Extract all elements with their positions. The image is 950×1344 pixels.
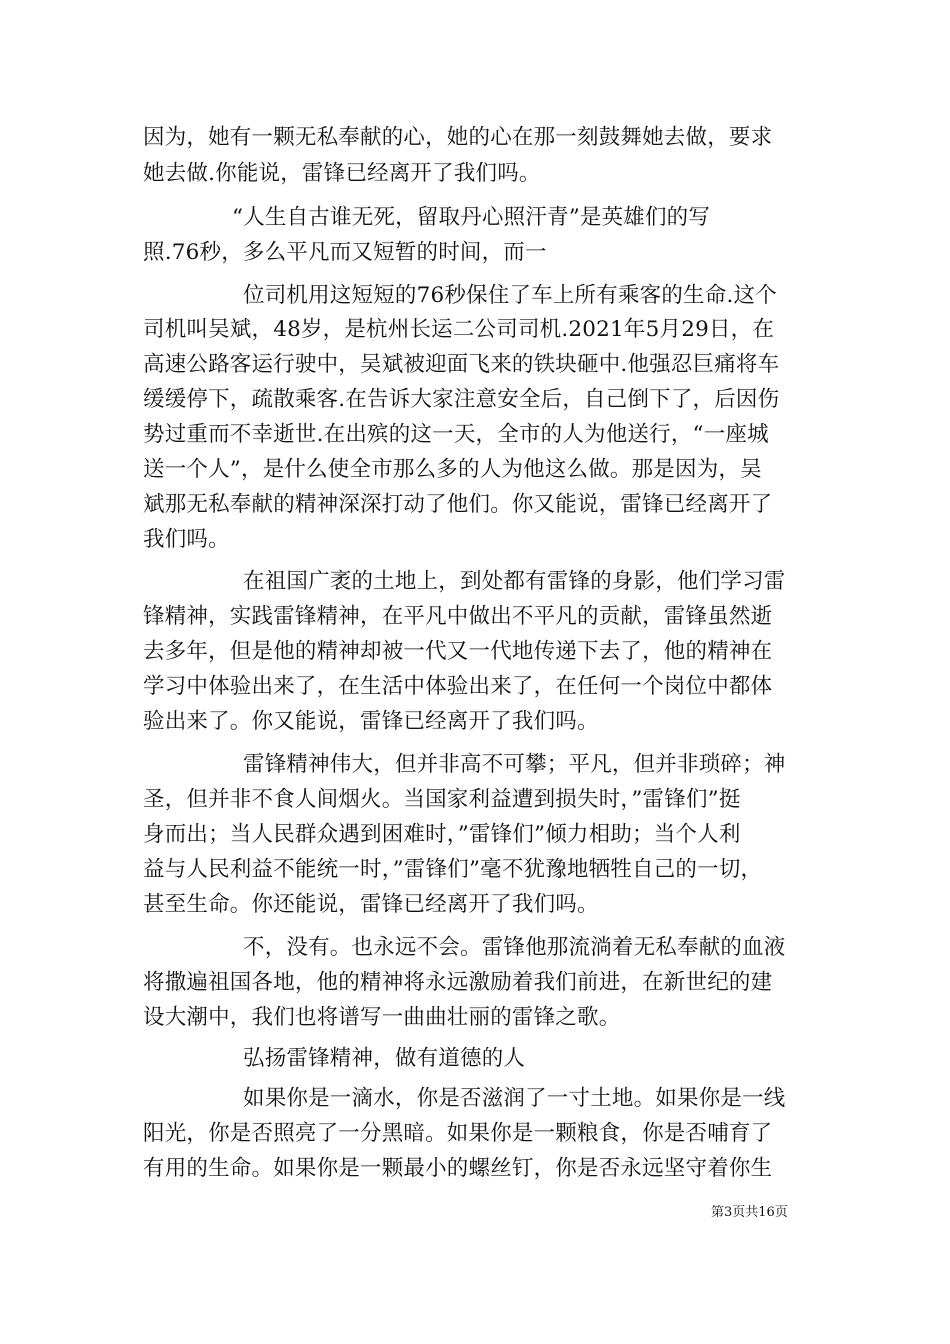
text-line: 斌那无私奉献的精神深深打动了他们。你又能说，雷锋已经离开了 — [143, 492, 773, 517]
text-line: 益与人民利益不能统一时，”雷锋们”毫不犹豫地牺牲自己的一切， — [143, 857, 763, 882]
text-line: 验出来了。你又能说，雷锋已经离开了我们吗。 — [143, 709, 599, 734]
text-line: 雷锋精神伟大，但并非高不可攀；平凡，但并非琐碎；神 — [243, 752, 786, 777]
text-line: 学习中体验出来了，在生活中体验出来了，在任何一个岗位中都体 — [143, 674, 773, 699]
text-line: 甚至生命。你还能说，雷锋已经离开了我们吗。 — [143, 892, 599, 917]
text-line: 阳光，你是否照亮了一分黑暗。如果你是一颗粮食，你是否哺育了 — [143, 1121, 773, 1146]
text-line: 她去做.你能说，雷锋已经离开了我们吗。 — [143, 161, 541, 186]
text-line: 设大潮中，我们也将谱写一曲曲壮丽的雷锋之歌。 — [143, 1005, 621, 1030]
page-number-footer: 第3页共16页 — [711, 1205, 788, 1220]
text-line: 位司机用这短短的76秒保住了车上所有乘客的生命.这个 — [243, 283, 777, 308]
section-heading: 弘扬雷锋精神，做有道德的人 — [243, 1046, 526, 1071]
text-line: 身而出；当人民群众遇到困难时，”雷锋们”倾力相助；当个人利 — [143, 822, 741, 847]
text-line: 在祖国广袤的土地上，到处都有雷锋的身影，他们学习雷 — [243, 569, 786, 594]
text-line: 司机叫吴斌，48岁，是杭州长运二公司司机.2021年5月29日，在 — [143, 317, 775, 342]
text-line: 高速公路客运行驶中，吴斌被迎面飞来的铁块砸中.他强忍巨痛将车 — [143, 352, 780, 377]
text-line: 锋精神，实践雷锋精神，在平凡中做出不平凡的贡献，雷锋虽然逝 — [143, 604, 773, 629]
text-line: 不，没有。也永远不会。雷锋他那流淌着无私奉献的血液 — [243, 935, 786, 960]
text-line: 圣，但并非不食人间烟火。当国家利益遭到损失时，”雷锋们”挺 — [143, 787, 741, 812]
text-line: 因为，她有一颗无私奉献的心，她的心在那一刻鼓舞她去做，要求 — [143, 125, 773, 150]
text-line: 缓缓停下，疏散乘客.在告诉大家注意安全后，自己倒下了，后因伤 — [143, 387, 780, 412]
text-line: 照.76秒，多么平凡而又短暂的时间，而一 — [143, 240, 547, 265]
text-line: 送一个人”，是什么使全市那么多的人为他这么做。那是因为，吴 — [143, 457, 762, 482]
text-line: 去多年，但是他的精神却被一代又一代地传递下去了，他的精神在 — [143, 639, 773, 664]
text-line: 如果你是一滴水，你是否滋润了一寸土地。如果你是一线 — [243, 1086, 786, 1111]
text-line: 我们吗。 — [143, 527, 230, 552]
text-line: 有用的生命。如果你是一颗最小的螺丝钉，你是否永远坚守着你生 — [143, 1156, 773, 1181]
text-line: “人生自古谁无死，留取丹心照汗青”是英雄们的写 — [232, 205, 711, 230]
text-line: 将撒遍祖国各地，他的精神将永远激励着我们前进，在新世纪的建 — [143, 970, 773, 995]
text-line: 势过重而不幸逝世.在出殡的这一天，全市的人为他送行，“一座城 — [143, 422, 769, 447]
